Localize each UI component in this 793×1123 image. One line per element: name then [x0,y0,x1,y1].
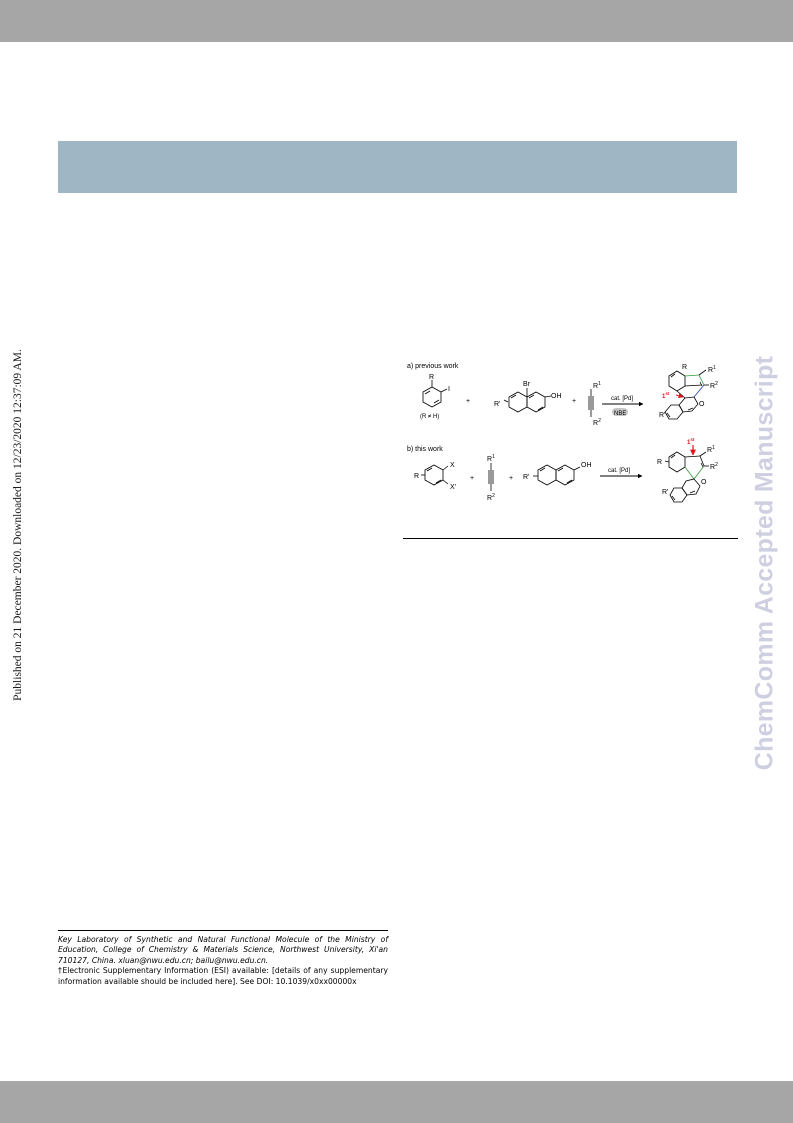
aryl-iodide-structure [423,380,447,407]
r-prime-label-a: R' [494,401,501,408]
reaction-scheme [404,355,738,540]
product-a-r: R [682,364,688,371]
product-b-oxygen: O [701,479,707,486]
product-b-r2: $R^2$ [710,462,718,471]
product-a-r2: $R^2$ [710,381,718,390]
product-a-r1: $R^1$ [708,365,716,374]
published-side-note: Published on 21 December 2020. Downloaded on 12/23/2020 12:37:09 AM. [12,349,24,701]
product-a-structure [665,370,709,419]
first-bond-label-a: 1st [662,391,670,400]
catalyst-label-a: cat. [Pd] [611,396,634,402]
product-a-r-prime: R' [659,412,666,419]
alkyne-r1-a: $R^1$ [593,381,601,390]
esi-footnote: †Electronic Supplementary Information (ESI) available: [details of any supplementary information available should be included here]. See DOI: 10.1039/x0xx00000x [58,966,388,986]
aryl-r-label: R [429,374,435,381]
iodo-label: I [448,386,450,393]
plus-3: + [470,475,475,482]
plus-2: + [572,398,577,405]
aryl-r-label-b: R [414,473,420,480]
bottom-bar [0,1081,793,1123]
dihaloarene-structure [421,465,448,485]
scheme-divider [403,538,738,539]
alkyne-r2-a: $R^2$ [593,418,601,427]
scheme-a-label: a) previous work [407,363,459,370]
x-prime-label: X' [450,484,457,491]
product-a-oxygen: O [699,401,705,408]
bromo-label: Br [523,381,530,388]
first-bond-label-b: 1st [687,437,695,446]
r-prime-label-b: R' [523,474,530,481]
bromonaphthol-structure [504,388,551,412]
x-label: X [450,462,455,469]
plus-1: + [466,398,471,405]
alkyne-r2-b: $R^2$ [487,493,495,502]
footnote-divider [58,930,388,931]
nbe-label: NBE [614,411,627,417]
catalyst-label-b: cat. [Pd] [608,468,631,474]
scheme-b-label: b) this work [407,446,443,453]
r-not-h-condition: (R ≠ H) [420,414,440,420]
naphthol-structure [533,465,580,485]
plus-4: + [509,475,514,482]
alkyne-structure-b [489,463,493,491]
hydroxyl-label-a: OH [551,393,562,400]
product-b-r1: $R^1$ [707,445,715,454]
footnotes [58,935,388,987]
journal-header-band [58,141,737,193]
affiliation-footnote: Key Laboratory of Synthetic and Natural Functional Molecule of the Ministry of Education, College of Chemistry & Materials Science, Northwest University, Xi'an 710127, China. xluan@nwu.edu.cn; bailu@nwu.edu.cn. [58,935,388,965]
hydroxyl-label-b: OH [581,462,592,469]
product-b-structure [665,452,709,502]
alkyne-r1-b: $R^1$ [487,454,495,463]
product-b-r: R [657,459,663,466]
alkyne-structure-a [589,389,593,417]
accepted-manuscript-watermark: ChemComm Accepted Manuscript [750,355,779,771]
top-bar [0,0,793,42]
product-b-r-prime: R' [662,489,669,496]
